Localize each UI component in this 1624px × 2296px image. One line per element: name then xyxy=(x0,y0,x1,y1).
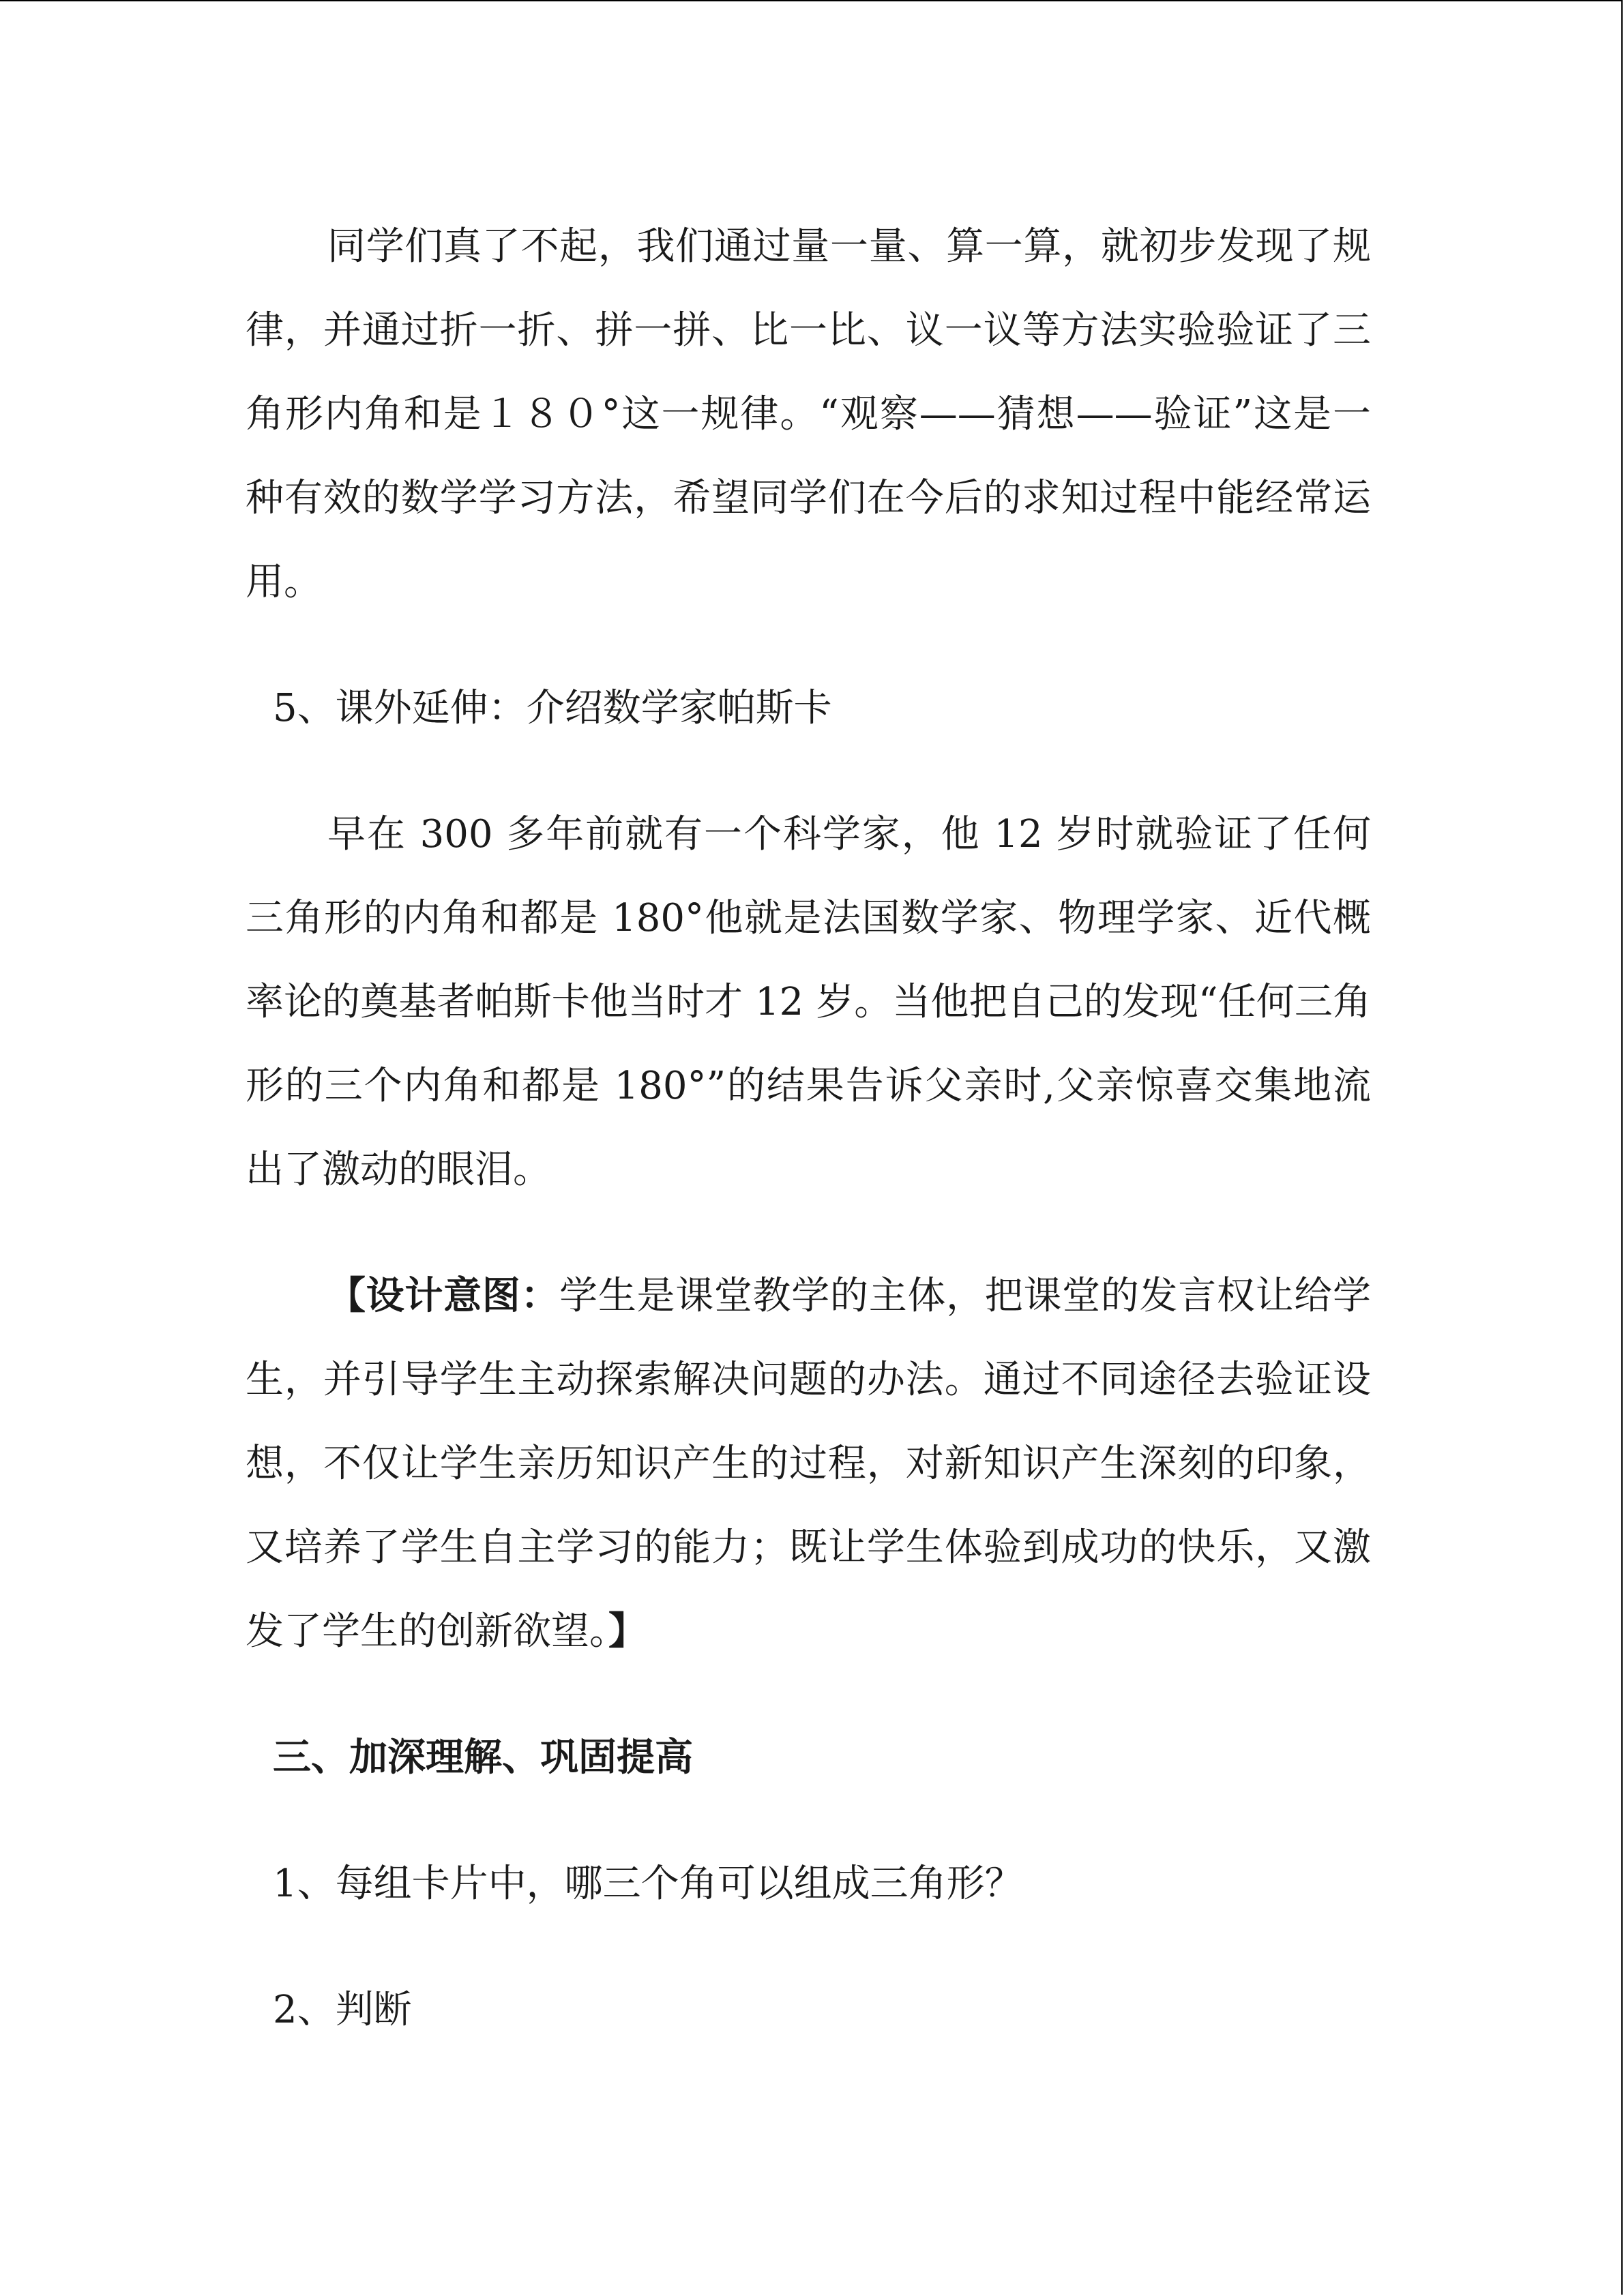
document-body xyxy=(246,205,1371,2052)
design-intent-body: 学生是课堂教学的主体，把课堂的发言权让给学生，并引导学生主动探索解决问题的办法。通过不同途径去验证设想，不仅让学生亲历知识产生的过程，对新知识产生深刻的印象，又培养了学生自主学习的能力；既让学生体验到成功的快乐，又激发了学生的创新欲望。 xyxy=(246,1274,1372,1654)
exercise-two: 2、判断 xyxy=(273,1988,412,2032)
summary-paragraph: 同学们真了不起，我们通过量一量、算一算，就初步发现了规律，并通过折一折、拼一拼、比一比、议一议等方法实验验证了三角形内角和是１８０°这一规律。“观察——猜想——验证”这是一种有效的数学学习方法，希望同学们在今后的求知过程中能经常运用。 xyxy=(246,224,1371,604)
exercise-one: 1、每组卡片中，哪三个角可以组成三角形？ xyxy=(273,1862,1023,1906)
extension-heading: 5、课外延伸：介绍数学家帕斯卡 xyxy=(273,686,832,730)
section-three-heading: 三、加深理解、巩固提高 xyxy=(273,1735,693,1780)
design-intent-end: 】 xyxy=(608,1609,647,1654)
pascal-paragraph: 早在 300 多年前就有一个科学家，他 12 岁时就验证了任何三角形的内角和都是 180°他就是法国数学家、物理学家、近代概率论的奠基者帕斯卡他当时才 12 岁。当他把自己的发现“任何三角形的三个内角和都是 180°”的结果告诉父亲时,父亲惊喜交集地流出了激动的眼泪。 xyxy=(246,812,1371,1192)
design-intent-label: 【设计意图： xyxy=(327,1273,560,1318)
design-intent-paragraph xyxy=(246,1254,1371,1673)
